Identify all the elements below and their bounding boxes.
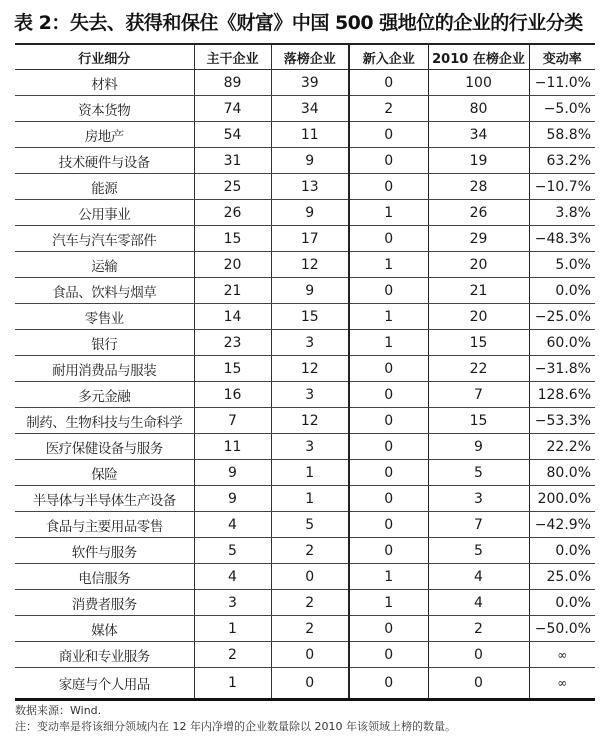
table-row (15, 668, 595, 700)
cell-core: 23 (194, 330, 271, 356)
table-row (15, 460, 595, 486)
cell-change-rate: 0.0% (529, 590, 595, 616)
explanation-note: 注：变动率是将该细分领域内在 12 年内净增的企业数量除以 2010 年该领域上榜的数量。 (15, 720, 456, 733)
cell-core: 26 (194, 200, 271, 226)
cell-new: 0 (349, 382, 428, 408)
cell-new: 1 (349, 590, 428, 616)
table-row (15, 148, 595, 174)
cell-new: 0 (349, 122, 428, 148)
header-change-rate: 变动率 (529, 44, 595, 70)
cell-change-rate: 5.0% (529, 252, 595, 278)
table-row (15, 252, 595, 278)
cell-change-rate: ∞ (529, 642, 595, 668)
cell-change-rate: 128.6% (529, 382, 595, 408)
cell-core: 54 (194, 122, 271, 148)
cell-industry: 消费者服务 (15, 590, 194, 616)
cell-listed-2010: 9 (428, 434, 529, 460)
cell-core: 20 (194, 252, 271, 278)
cell-dropped: 0 (271, 564, 349, 590)
cell-new: 0 (349, 434, 428, 460)
cell-new: 0 (349, 460, 428, 486)
cell-listed-2010: 26 (428, 200, 529, 226)
cell-dropped: 13 (271, 174, 349, 200)
header-dropped: 落榜企业 (271, 44, 349, 70)
cell-new: 0 (349, 226, 428, 252)
header-industry: 行业细分 (15, 44, 194, 70)
cell-change-rate: −10.7% (529, 174, 595, 200)
cell-dropped: 3 (271, 330, 349, 356)
cell-core: 1 (194, 616, 271, 642)
cell-core: 9 (194, 460, 271, 486)
cell-listed-2010: 15 (428, 330, 529, 356)
cell-industry: 资本货物 (15, 96, 194, 122)
cell-dropped: 11 (271, 122, 349, 148)
table-row (15, 122, 595, 148)
table-row (15, 616, 595, 642)
cell-dropped: 3 (271, 382, 349, 408)
cell-dropped: 39 (271, 70, 349, 96)
header-2010: 2010 在榜企业 (428, 44, 529, 70)
cell-industry: 半导体与半导体生产设备 (15, 486, 194, 512)
cell-new: 1 (349, 330, 428, 356)
table-row (15, 382, 595, 408)
cell-industry: 家庭与个人用品 (58, 677, 150, 693)
cell-change-rate: −53.3% (529, 408, 595, 434)
cell-dropped: 9 (271, 278, 349, 304)
cell-new: 1 (349, 304, 428, 330)
table-row (15, 408, 595, 434)
table-row (15, 434, 595, 460)
cell-new: 0 (349, 408, 428, 434)
cell-dropped: 2 (271, 616, 349, 642)
cell-core: 11 (194, 434, 271, 460)
cell-industry: 医疗保健设备与服务 (15, 434, 194, 460)
cell-dropped: 15 (271, 304, 349, 330)
cell-listed-2010: 7 (428, 382, 529, 408)
table-row (15, 486, 595, 512)
cell-new: 1 (349, 564, 428, 590)
cell-listed-2010: 100 (428, 70, 529, 96)
cell-listed-2010: 19 (428, 148, 529, 174)
cell-new: 0 (349, 356, 428, 382)
cell-core: 89 (194, 70, 271, 96)
cell-change-rate: −42.9% (529, 512, 595, 538)
cell-industry: 保险 (15, 460, 194, 486)
cell-listed-2010: 80 (428, 96, 529, 122)
cell-core: 4 (194, 512, 271, 538)
cell-listed-2010: 4 (428, 564, 529, 590)
cell-industry: 公用事业 (15, 200, 194, 226)
table-row (15, 642, 595, 668)
cell-new: 2 (349, 96, 428, 122)
cell-change-rate: −5.0% (529, 96, 595, 122)
table-row (15, 96, 595, 122)
cell-listed-2010: 7 (428, 512, 529, 538)
cell-change-rate: 60.0% (529, 330, 595, 356)
cell-change-rate: −11.0% (529, 70, 595, 96)
table-row (15, 330, 595, 356)
cell-change-rate: −50.0% (529, 616, 595, 642)
cell-industry: 房地产 (15, 122, 194, 148)
cell-change-rate: 63.2% (529, 148, 595, 174)
cell-dropped: 0 (271, 642, 349, 668)
cell-dropped: 12 (271, 252, 349, 278)
cell-listed-2010: 0 (428, 668, 529, 700)
cell-dropped: 17 (271, 226, 349, 252)
cell-core: 4 (194, 564, 271, 590)
header-core: 主干企业 (194, 44, 271, 70)
cell-new: 0 (349, 668, 428, 700)
cell-core: 9 (194, 486, 271, 512)
cell-new: 0 (349, 148, 428, 174)
cell-new: 0 (349, 642, 428, 668)
cell-new: 0 (349, 70, 428, 96)
cell-listed-2010: 28 (428, 174, 529, 200)
table-title: 表 2：失去、获得和保住《财富》中国 500 强地位的企业的行业分类 (14, 12, 583, 34)
cell-listed-2010: 15 (428, 408, 529, 434)
cell-industry: 银行 (15, 330, 194, 356)
cell-dropped: 1 (271, 460, 349, 486)
cell-change-rate: 58.8% (529, 122, 595, 148)
cell-change-rate: −48.3% (529, 226, 595, 252)
cell-industry: 耐用消费品与服装 (15, 356, 194, 382)
cell-dropped: 34 (271, 96, 349, 122)
cell-change-rate: 22.2% (529, 434, 595, 460)
cell-dropped: 9 (271, 148, 349, 174)
cell-listed-2010: 0 (428, 642, 529, 668)
industry-table (15, 43, 595, 701)
cell-change-rate: 3.8% (529, 200, 595, 226)
cell-dropped: 0 (271, 668, 349, 700)
cell-core: 15 (194, 356, 271, 382)
cell-core: 31 (194, 148, 271, 174)
table-row (15, 278, 595, 304)
cell-industry: 媒体 (15, 616, 194, 642)
cell-industry: 软件与服务 (15, 538, 194, 564)
cell-new: 1 (349, 200, 428, 226)
table-row (15, 70, 595, 96)
cell-core: 21 (194, 278, 271, 304)
cell-industry: 技术硬件与设备 (15, 148, 194, 174)
cell-new: 0 (349, 616, 428, 642)
cell-change-rate: 0.0% (529, 278, 595, 304)
cell-dropped: 3 (271, 434, 349, 460)
cell-dropped: 2 (271, 590, 349, 616)
cell-industry: 电信服务 (15, 564, 194, 590)
cell-dropped: 1 (271, 486, 349, 512)
cell-new: 1 (349, 252, 428, 278)
cell-core: 15 (194, 226, 271, 252)
cell-industry: 汽车与汽车零部件 (15, 226, 194, 252)
cell-listed-2010: 20 (428, 304, 529, 330)
table-row (15, 174, 595, 200)
cell-industry: 食品与主要用品零售 (15, 512, 194, 538)
cell-industry: 商业和专业服务 (15, 642, 194, 668)
cell-change-rate: ∞ (529, 668, 595, 700)
header-row (15, 44, 595, 70)
footer (15, 703, 456, 735)
cell-new: 0 (349, 486, 428, 512)
cell-core: 25 (194, 174, 271, 200)
cell-industry: 运输 (15, 252, 194, 278)
cell-listed-2010: 20 (428, 252, 529, 278)
cell-core: 14 (194, 304, 271, 330)
cell-change-rate: 0.0% (529, 538, 595, 564)
cell-core: 74 (194, 96, 271, 122)
cell-new: 0 (349, 174, 428, 200)
cell-listed-2010: 22 (428, 356, 529, 382)
cell-listed-2010: 5 (428, 460, 529, 486)
table-row (15, 356, 595, 382)
cell-dropped: 9 (271, 200, 349, 226)
cell-industry: 能源 (15, 174, 194, 200)
cell-listed-2010: 4 (428, 590, 529, 616)
cell-change-rate: 25.0% (529, 564, 595, 590)
cell-core: 16 (194, 382, 271, 408)
table-row (15, 200, 595, 226)
cell-change-rate: −31.8% (529, 356, 595, 382)
cell-core: 1 (194, 668, 271, 700)
header-new: 新入企业 (349, 44, 428, 70)
cell-change-rate: 80.0% (529, 460, 595, 486)
cell-listed-2010: 21 (428, 278, 529, 304)
table-row (15, 590, 595, 616)
source-note: 数据来源：Wind. (15, 704, 102, 717)
cell-listed-2010: 2 (428, 616, 529, 642)
table-row (15, 512, 595, 538)
table-row (15, 538, 595, 564)
cell-industry: 制药、生物科技与生命科学 (15, 408, 194, 434)
table-row (15, 564, 595, 590)
cell-industry: 材料 (15, 70, 194, 96)
cell-listed-2010: 3 (428, 486, 529, 512)
cell-new: 0 (349, 538, 428, 564)
cell-dropped: 5 (271, 512, 349, 538)
cell-core: 5 (194, 538, 271, 564)
cell-change-rate: −25.0% (529, 304, 595, 330)
cell-listed-2010: 34 (428, 122, 529, 148)
cell-new: 0 (349, 512, 428, 538)
cell-dropped: 12 (271, 408, 349, 434)
cell-industry: 零售业 (15, 304, 194, 330)
cell-core: 2 (194, 642, 271, 668)
cell-industry: 多元金融 (15, 382, 194, 408)
cell-change-rate: 200.0% (529, 486, 595, 512)
cell-dropped: 12 (271, 356, 349, 382)
cell-industry: 食品、饮料与烟草 (15, 278, 194, 304)
table-row (15, 304, 595, 330)
cell-new: 0 (349, 278, 428, 304)
cell-listed-2010: 5 (428, 538, 529, 564)
table-row (15, 226, 595, 252)
cell-listed-2010: 29 (428, 226, 529, 252)
cell-core: 7 (194, 408, 271, 434)
cell-core: 3 (194, 590, 271, 616)
cell-dropped: 2 (271, 538, 349, 564)
